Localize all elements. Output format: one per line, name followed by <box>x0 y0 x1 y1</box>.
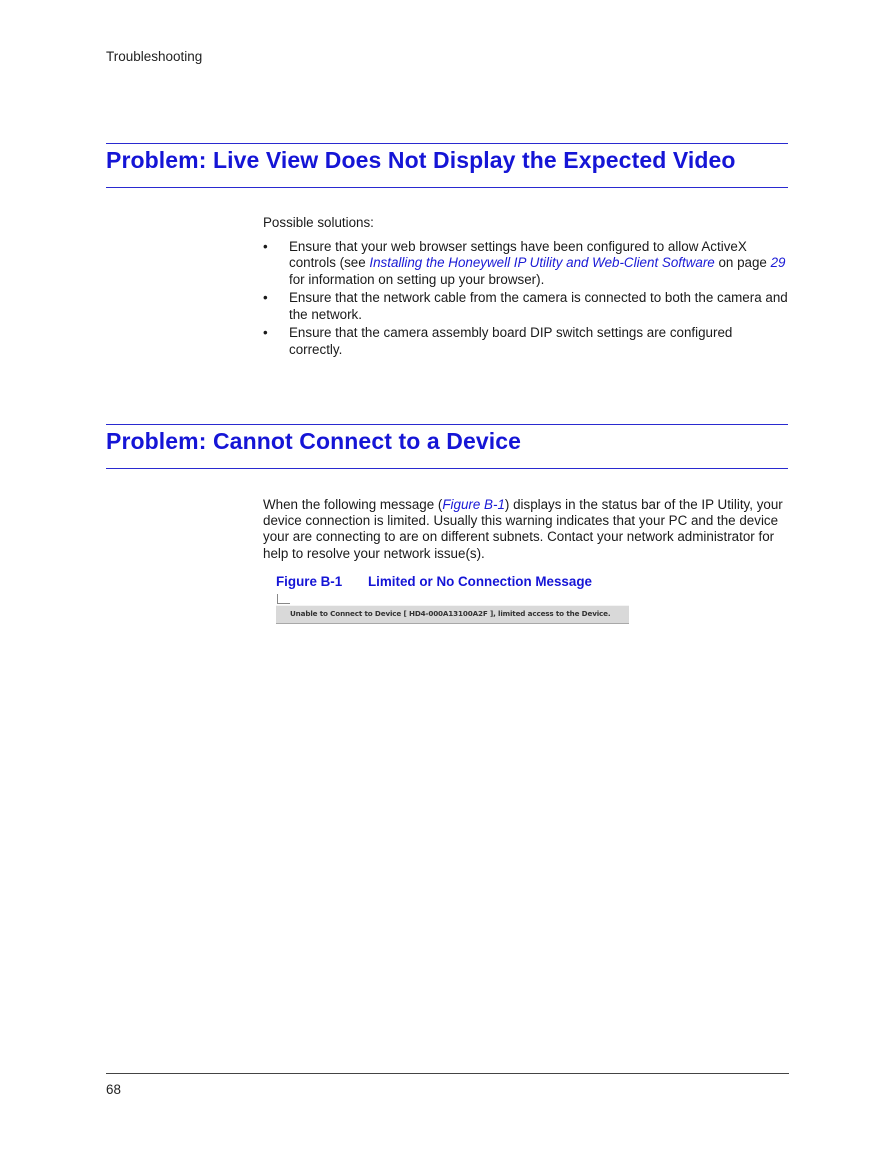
section-paragraph <box>263 497 788 562</box>
figure-screenshot <box>276 593 629 625</box>
section-top-rule <box>106 143 788 144</box>
section-title: Problem: Live View Does Not Display the Expected Video <box>106 147 736 173</box>
item-text: for information on setting up your browser). <box>289 271 545 287</box>
intro-text: Possible solutions: <box>263 215 374 230</box>
solutions-list <box>263 239 788 358</box>
item-text: Ensure that the camera assembly board DIP switch settings are configured correctly. <box>289 325 733 357</box>
item-text: on page <box>714 255 771 271</box>
section-body <box>263 215 788 360</box>
paragraph-text: ) displays in the status bar of the IP Utility, your device connection is limited. Usually this warning indicates that your PC and the device your are connecting to are on different subnets. Contact your network administrator for help to resolve your network issue(s). <box>263 497 783 561</box>
list-item <box>263 325 788 357</box>
page-reference-link[interactable]: 29 <box>770 255 786 271</box>
status-bar <box>276 605 629 624</box>
bullet-mark: • <box>263 325 268 341</box>
item-text: Ensure that your web browser settings have been configured to allow ActiveX controls (see <box>289 239 747 271</box>
cross-reference-link[interactable]: Installing the Honeywell IP Utility and Web-Client Software <box>369 255 715 271</box>
item-text: Ensure that the network cable from the camera is connected to both the camera and the network. <box>289 290 788 322</box>
section-top-rule <box>106 424 788 425</box>
bullet-mark: • <box>263 290 268 306</box>
page-number: 68 <box>106 1082 121 1097</box>
footer-rule <box>106 1073 789 1074</box>
list-item <box>263 290 788 322</box>
figure-reference-link[interactable]: Figure B-1 <box>442 497 505 512</box>
bullet-mark: • <box>263 239 268 255</box>
window-corner-tick <box>277 594 290 604</box>
paragraph-text: When the following message ( <box>263 497 443 512</box>
status-message: Unable to Connect to Device [ HD4-000A13100A2F ], limited access to the Device. <box>290 609 611 618</box>
figure-caption <box>276 574 592 589</box>
figure-label: Figure B-1 <box>276 574 343 589</box>
section-bottom-rule <box>106 468 788 469</box>
list-item <box>263 239 788 288</box>
section-title: Problem: Cannot Connect to a Device <box>106 428 522 454</box>
section-bottom-rule <box>106 187 788 188</box>
figure-title: Limited or No Connection Message <box>368 574 592 589</box>
running-head: Troubleshooting <box>106 49 203 64</box>
